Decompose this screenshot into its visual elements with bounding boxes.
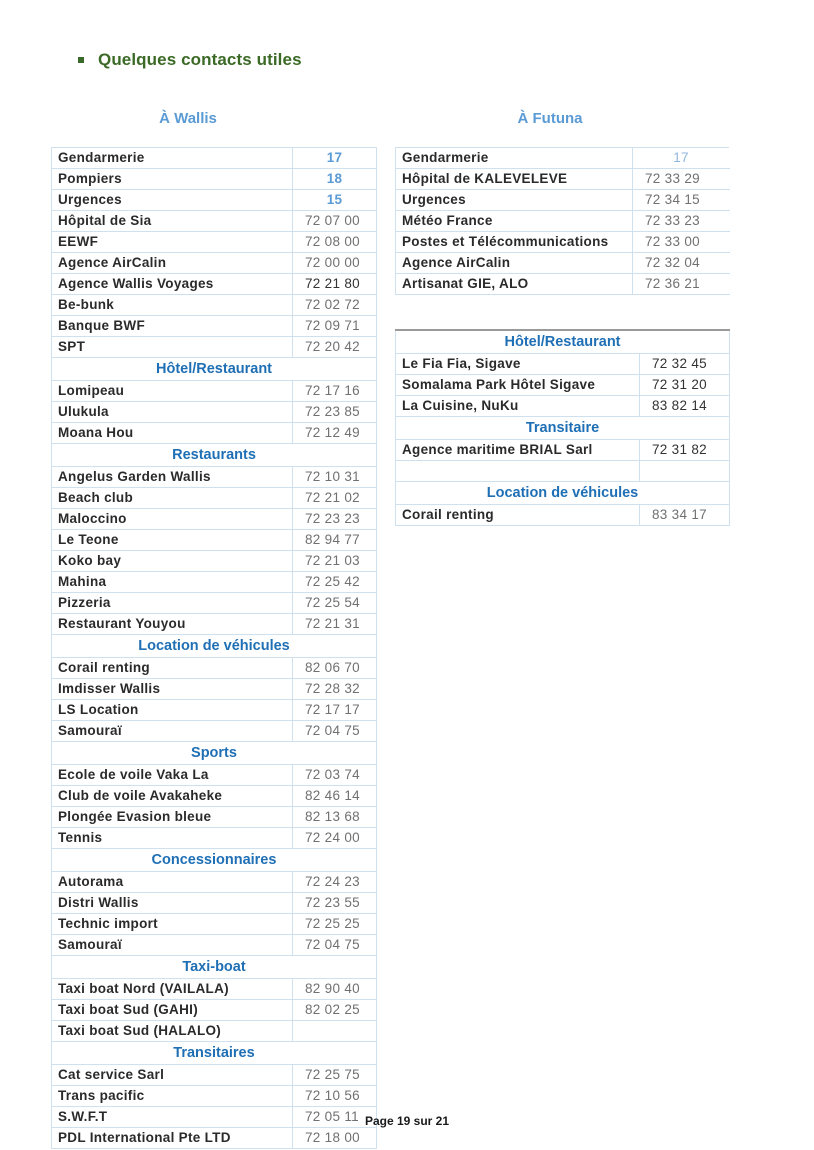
section-header-row [52,849,377,872]
contact-row [52,1128,377,1149]
section-header-row [52,444,377,467]
contact-number: 17 [633,148,730,169]
contact-row [396,440,730,461]
contact-row [52,381,377,402]
section-header-row [396,417,730,440]
contact-row [52,467,377,488]
contact-number: 72 21 31 [293,614,377,635]
contact-name: Autorama [52,872,293,893]
contact-number: 72 33 00 [633,232,730,253]
contact-row [52,274,377,295]
contact-row [396,148,730,169]
contact-row [52,253,377,274]
contact-number: 72 25 25 [293,914,377,935]
contact-row [52,572,377,593]
contact-row [52,509,377,530]
section-heading [78,50,302,70]
contact-row [52,169,377,190]
contact-number: 72 32 04 [633,253,730,274]
contact-number: 72 10 31 [293,467,377,488]
contact-row [52,935,377,956]
contact-name: Postes et Télécommunications [396,232,633,253]
contact-number: 72 17 17 [293,700,377,721]
contact-number: 17 [293,148,377,169]
contact-number: 82 94 77 [293,530,377,551]
contact-number: 72 21 02 [293,488,377,509]
contact-name: Corail renting [52,658,293,679]
contact-row [396,505,730,526]
section-title: Taxi-boat [52,956,377,979]
contact-name: Agence maritime BRIAL Sarl [396,440,640,461]
contact-number: 72 18 00 [293,1128,377,1149]
contact-row [52,530,377,551]
contact-number: 72 28 32 [293,679,377,700]
contact-row [52,402,377,423]
contact-number [640,461,730,482]
contact-number: 72 33 23 [633,211,730,232]
contact-name: Pizzeria [52,593,293,614]
contact-number: 72 36 21 [633,274,730,295]
contact-name: Gendarmerie [396,148,633,169]
heading-text: Quelques contacts utiles [98,50,302,69]
contact-name: Restaurant Youyou [52,614,293,635]
contact-row [396,396,730,417]
contact-row [52,765,377,786]
contact-row [52,488,377,509]
contact-row [52,423,377,444]
contact-name: Plongée Evasion bleue [52,807,293,828]
contact-name: Maloccino [52,509,293,530]
section-title: Transitaire [396,417,730,440]
contact-number: 72 23 55 [293,893,377,914]
contact-name: LS Location [52,700,293,721]
contact-number: 72 08 00 [293,232,377,253]
contact-name: Le Fia Fia, Sigave [396,354,640,375]
contact-row [396,232,730,253]
contact-name: Gendarmerie [52,148,293,169]
contact-name: Trans pacific [52,1086,293,1107]
contact-name: Corail renting [396,505,640,526]
contact-number: 82 90 40 [293,979,377,1000]
contact-number: 72 05 11 [293,1107,377,1128]
contact-name: Cat service Sarl [52,1065,293,1086]
contact-name: Agence AirCalin [52,253,293,274]
contact-number: 82 02 25 [293,1000,377,1021]
contact-number: 72 07 00 [293,211,377,232]
contact-row [52,190,377,211]
section-title: Hôtel/Restaurant [396,330,730,354]
contact-row [52,211,377,232]
contact-name: Pompiers [52,169,293,190]
contact-number: 82 06 70 [293,658,377,679]
contact-name: Banque BWF [52,316,293,337]
contact-row [52,316,377,337]
contact-row [52,679,377,700]
contact-name: Mahina [52,572,293,593]
wallis-title: À Wallis [159,110,217,127]
contact-name: Taxi boat Sud (HALALO) [52,1021,293,1042]
contact-name: Hôpital de KALEVELEVE [396,169,633,190]
contact-row [52,337,377,358]
contact-number: 72 32 45 [640,354,730,375]
contact-number: 72 31 20 [640,375,730,396]
contact-number: 72 21 03 [293,551,377,572]
section-title: Concessionnaires [52,849,377,872]
section-title: Location de véhicules [396,482,730,505]
contact-row [52,700,377,721]
contact-row [52,658,377,679]
contact-name: Taxi boat Sud (GAHI) [52,1000,293,1021]
contact-name: Agence AirCalin [396,253,633,274]
contact-row [52,1086,377,1107]
contact-name: Club de voile Avakaheke [52,786,293,807]
contact-number: 72 00 00 [293,253,377,274]
contact-number: 72 33 29 [633,169,730,190]
futuna-title: À Futuna [517,110,583,127]
contact-name: Hôpital de Sia [52,211,293,232]
section-header-row [52,742,377,765]
contact-name: Moana Hou [52,423,293,444]
contact-number: 72 25 54 [293,593,377,614]
contact-name: Ecole de voile Vaka La [52,765,293,786]
wallis-contacts-table [51,147,377,1149]
contact-number: 82 13 68 [293,807,377,828]
contact-name: Artisanat GIE, ALO [396,274,633,295]
contact-row [396,354,730,375]
contact-number: 72 04 75 [293,935,377,956]
contact-number: 72 17 16 [293,381,377,402]
contact-name: Angelus Garden Wallis [52,467,293,488]
contact-name: Lomipeau [52,381,293,402]
contact-name: Technic import [52,914,293,935]
contact-row [396,211,730,232]
contact-row [52,828,377,849]
contact-number: 18 [293,169,377,190]
contact-row [52,614,377,635]
contact-number: 72 24 00 [293,828,377,849]
contact-number: 82 46 14 [293,786,377,807]
contact-name: Agence Wallis Voyages [52,274,293,295]
contact-row [52,807,377,828]
contact-number: 72 03 74 [293,765,377,786]
section-header-row [52,1042,377,1065]
contact-number: 72 20 42 [293,337,377,358]
contact-name: Be-bunk [52,295,293,316]
contact-name: Koko bay [52,551,293,572]
section-header-row [52,635,377,658]
section-title: Sports [52,742,377,765]
section-title: Hôtel/Restaurant [52,358,377,381]
contact-row [52,872,377,893]
contact-row [396,169,730,190]
contact-name: Beach club [52,488,293,509]
contact-name: Ulukula [52,402,293,423]
contact-row [52,721,377,742]
contact-name: Tennis [52,828,293,849]
contact-name: Distri Wallis [52,893,293,914]
contact-number: 72 25 75 [293,1065,377,1086]
contact-number: 72 02 72 [293,295,377,316]
contact-name: La Cuisine, NuKu [396,396,640,417]
contact-number: 83 82 14 [640,396,730,417]
contact-row [52,593,377,614]
contact-row [396,461,730,482]
contact-number: 72 23 85 [293,402,377,423]
contact-name: S.W.F.T [52,1107,293,1128]
contact-number: 72 23 23 [293,509,377,530]
contact-name: Samouraï [52,935,293,956]
contact-row [52,893,377,914]
contact-name: SPT [52,337,293,358]
contact-row [52,979,377,1000]
contact-name: Le Teone [52,530,293,551]
contact-row [52,148,377,169]
contact-name: Urgences [52,190,293,211]
contact-row [396,375,730,396]
contact-number: 72 10 56 [293,1086,377,1107]
contact-name: PDL International Pte LTD [52,1128,293,1149]
contact-name: Urgences [396,190,633,211]
section-title: Transitaires [52,1042,377,1065]
contact-row [52,1000,377,1021]
contact-number: 72 24 23 [293,872,377,893]
contact-number [293,1021,377,1042]
contact-number: 83 34 17 [640,505,730,526]
section-header-row [396,482,730,505]
contact-row [52,295,377,316]
section-header-row [52,956,377,979]
contact-number: 72 31 82 [640,440,730,461]
futuna-services-table [395,329,730,526]
contact-name [396,461,640,482]
bullet-icon [78,57,84,63]
contact-name: EEWF [52,232,293,253]
contact-number: 72 12 49 [293,423,377,444]
contact-number: 72 34 15 [633,190,730,211]
contact-name: Météo France [396,211,633,232]
section-title: Location de véhicules [52,635,377,658]
contact-number: 15 [293,190,377,211]
contact-row [52,1021,377,1042]
contact-row [52,786,377,807]
contact-row [396,253,730,274]
contact-row [396,190,730,211]
contact-row [52,551,377,572]
contact-number: 72 21 80 [293,274,377,295]
contact-name: Somalama Park Hôtel Sigave [396,375,640,396]
contact-number: 72 09 71 [293,316,377,337]
contact-number: 72 25 42 [293,572,377,593]
contact-row [52,232,377,253]
futuna-contacts-table [395,147,730,295]
contact-row [396,274,730,295]
contact-row [52,1065,377,1086]
section-header-row [52,358,377,381]
contact-number: 72 04 75 [293,721,377,742]
section-title: Restaurants [52,444,377,467]
contact-row [52,914,377,935]
page-footer: Page 19 sur 21 [364,1114,450,1128]
contact-name: Taxi boat Nord (VAILALA) [52,979,293,1000]
contact-name: Samouraï [52,721,293,742]
section-header-row [396,330,730,354]
contact-name: Imdisser Wallis [52,679,293,700]
